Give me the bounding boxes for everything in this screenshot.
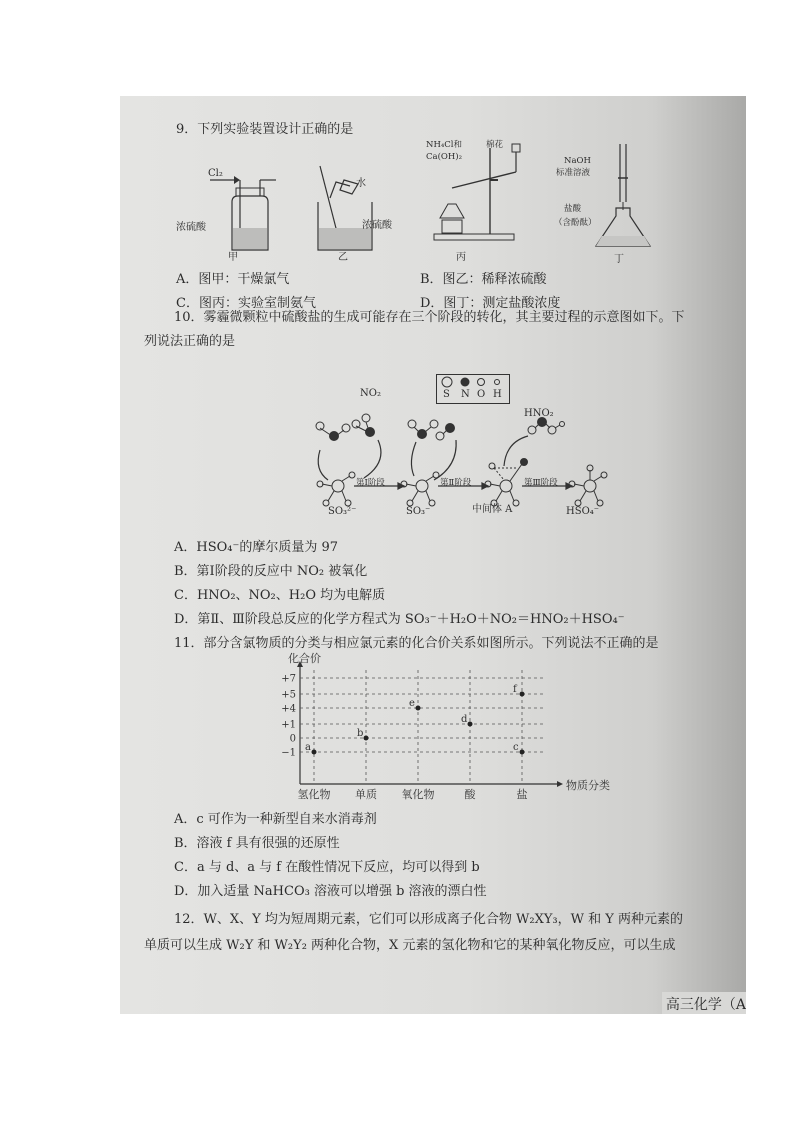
- x-axis-arrow: [557, 781, 563, 787]
- atom-legend: [436, 374, 510, 404]
- gas-washing-bottle-diagram: [198, 166, 288, 266]
- q10-label-stage-2: 第Ⅱ阶段: [440, 478, 472, 488]
- q9-option-a: A．图甲：干燥氯气: [176, 272, 290, 287]
- q11-stem: 11．部分含氯物质的分类与相应氯元素的化合价关系如图所示。下列说法不正确的是: [174, 636, 659, 651]
- q9-option-c: C．图丙：实验室制氨气: [176, 296, 316, 311]
- q9-option-b: B．图乙：稀释浓硫酸: [420, 272, 547, 287]
- q9-jia-liquid: 浓硫酸: [176, 222, 206, 233]
- q10-stem-line-1: 10．雾霾微颗粒中硫酸盐的生成可能存在三个阶段的转化，其主要过程的示意图如下。下: [174, 310, 685, 325]
- q9-jia-gas: Cl₂: [208, 168, 223, 179]
- data-point-a: [312, 750, 317, 755]
- q9-yi-water: 水: [356, 178, 366, 189]
- point-label-b: b: [357, 728, 364, 739]
- q9-ding-analyte-1: 盐酸: [564, 204, 582, 214]
- point-label-f: f: [513, 684, 517, 695]
- q10-label-intermediate: 中间体 A: [472, 504, 513, 515]
- data-point-b: [364, 736, 369, 741]
- data-point-c: [520, 750, 525, 755]
- y-tick-label: 0: [289, 733, 296, 745]
- q9-ding-caption: 丁: [614, 254, 624, 265]
- q10-option-c: C．HNO₂、NO₂、H₂O 均为电解质: [174, 588, 386, 603]
- y-axis-label: 化合价: [288, 652, 321, 665]
- q9-ding-analyte-2: （含酚酞）: [554, 218, 597, 228]
- q9-yi-liquid: 浓硫酸: [362, 220, 392, 231]
- x-tick-label: 氧化物: [401, 788, 435, 801]
- q10-label-hso4: HSO₄⁻: [566, 506, 600, 517]
- q9-bing-cotton: 棉花: [486, 140, 504, 150]
- q9-stem: 9．下列实验装置设计正确的是: [176, 122, 354, 137]
- y-tick-label: +7: [281, 673, 296, 685]
- q9-ding-titrant-1: NaOH: [564, 156, 591, 166]
- q10-label-stage-1: 第Ⅰ阶段: [356, 478, 385, 488]
- q12-line-2: 单质可以生成 W₂Y 和 W₂Y₂ 两种化合物，X 元素的氢化物和它的某种氧化物反应，可以生成: [144, 938, 676, 953]
- x-tick-label: 盐: [516, 788, 528, 801]
- x-tick-label: 氢化物: [297, 788, 331, 801]
- x-tick-label: 酸: [464, 788, 476, 801]
- exam-page: [120, 96, 746, 1014]
- point-label-e: e: [409, 698, 415, 709]
- sulfate-formation-mechanism-diagram: [306, 406, 616, 512]
- y-tick-label: +4: [281, 703, 296, 715]
- point-label-c: c: [513, 742, 519, 753]
- q9-bing-reagent-2: Ca(OH)₂: [426, 152, 462, 162]
- titration-diagram: [590, 142, 680, 252]
- legend-o: O: [477, 389, 486, 400]
- q9-option-d: D．图丁：测定盐酸浓度: [420, 296, 561, 311]
- point-label-d: d: [461, 714, 468, 725]
- q10-label-hno2: HNO₂: [524, 408, 554, 419]
- q11-option-c: C．a 与 d、a 与 f 在酸性情况下反应，均可以得到 b: [174, 860, 480, 875]
- beaker-dilution-diagram: [306, 162, 386, 262]
- q11-option-a: A．c 可作为一种新型自来水消毒剂: [174, 812, 377, 827]
- q11-option-d: D．加入适量 NaHCO₃ 溶液可以增强 b 溶液的漂白性: [174, 884, 487, 899]
- q10-option-d: D．第Ⅱ、Ⅲ阶段总反应的化学方程式为 SO₃⁻＋H₂O＋NO₂＝HNO₂＋HSO₄⁻: [174, 612, 625, 627]
- q10-option-b: B．第Ⅰ阶段的反应中 NO₂ 被氧化: [174, 564, 368, 579]
- q10-stem-line-2: 列说法正确的是: [144, 334, 236, 349]
- data-point-e: [416, 706, 421, 711]
- point-label-a: a: [305, 742, 311, 753]
- q9-ding-titrant-2: 标准溶液: [556, 168, 591, 178]
- y-tick-label: +1: [281, 719, 296, 731]
- q10-label-stage-3: 第Ⅲ阶段: [524, 478, 558, 488]
- q10-label-no2: NO₂: [360, 388, 381, 399]
- data-point-f: [520, 692, 525, 697]
- data-point-d: [468, 722, 473, 727]
- y-tick-label: −1: [281, 747, 296, 759]
- q12-line-1: 12．W、X、Y 均为短周期元素，它们可以形成离子化合物 W₂XY₃，W 和 Y 两种元素的: [174, 912, 683, 927]
- legend-n: N: [461, 389, 470, 400]
- legend-h: H: [493, 389, 502, 400]
- x-axis-label: 物质分类: [566, 779, 610, 792]
- q10-option-a: A．HSO₄⁻的摩尔质量为 97: [174, 540, 339, 555]
- x-tick-label: 单质: [355, 788, 377, 801]
- q10-label-so3: SO₃⁻: [406, 506, 431, 517]
- q10-label-so3-2: SO₃²⁻: [328, 506, 357, 517]
- y-tick-label: +5: [281, 689, 296, 701]
- q9-jia-caption: 甲: [228, 252, 238, 263]
- q9-yi-caption: 乙: [338, 252, 348, 263]
- chlorine-valence-chart: [270, 652, 630, 808]
- q9-bing-reagent-1: NH₄Cl和: [426, 140, 462, 150]
- legend-s: S: [443, 389, 450, 400]
- q9-bing-caption: 丙: [456, 252, 466, 263]
- q11-option-b: B．溶液 f 具有很强的还原性: [174, 836, 340, 851]
- page-footer: 高三化学（A: [662, 992, 746, 1014]
